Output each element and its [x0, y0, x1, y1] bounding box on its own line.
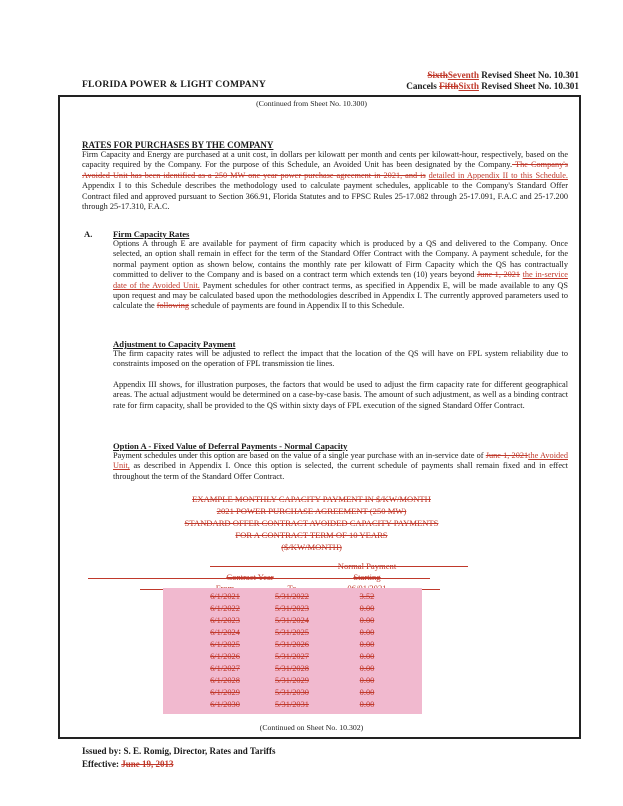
cell-from: 6/1/2028: [210, 676, 240, 685]
deleted-text: The Company's Avoided Unit has been identified as a 250 MW one year power purchase agreement in 2021, and is: [82, 160, 568, 180]
text-run: Appendix I to this Schedule describes the methodology used to calculate payment schedules, applicable to the Company's Standard Offer Contract filed and approved pursuant to Section 366.91, Florida Statutes and to FPSC Rules 25-17.082 through 25-17.091, F.A.C and 25-17.200 through 25-17.310, F.A.C.: [82, 181, 568, 212]
cell-from: 6/1/2027: [210, 664, 240, 673]
deleted-text: June 1, 2021: [476, 270, 521, 280]
deleted-text: June 19, 2013: [121, 759, 174, 769]
example-title-line: FOR A CONTRACT TERM OF 10 YEARS: [235, 530, 388, 540]
cell-to: 5/31/2023: [275, 604, 309, 613]
continued-from-note: (Continued from Sheet No. 10.300): [256, 99, 367, 108]
option-a-paragraph: [113, 451, 568, 482]
intro-paragraph: [82, 150, 568, 212]
col-starting: Starting: [353, 572, 381, 582]
cell-payment: 0.00: [359, 688, 375, 697]
cell-from: 6/1/2021: [210, 592, 240, 601]
cell-payment: 0.00: [359, 700, 375, 709]
example-title-line: 2021 POWER PURCHASE AGREEMENT (250 MW): [216, 506, 407, 516]
inserted-text: Sixth: [458, 81, 479, 91]
cell-from: 6/1/2022: [210, 604, 240, 613]
cell-to: 5/31/2022: [275, 592, 309, 601]
inserted-text: detailed in Appendix II to this Schedule.: [428, 170, 568, 180]
text-run: schedule of payments are found in Appendix II to this Schedule.: [189, 301, 405, 311]
cell-payment: 0.00: [359, 652, 375, 661]
subsection-title: Adjustment to Capacity Payment: [113, 339, 236, 349]
section-title: Firm Capacity Rates: [113, 229, 190, 239]
cell-to: 5/31/2030: [275, 688, 309, 697]
cell-from: 6/1/2025: [210, 640, 240, 649]
cell-to: 5/31/2029: [275, 676, 309, 685]
cell-payment: 0.00: [359, 616, 375, 625]
cell-to: 5/31/2027: [275, 652, 309, 661]
example-title-line: ($/KW/MONTH): [281, 542, 342, 552]
cell-from: 6/1/2026: [210, 652, 240, 661]
text-run: Payment schedules under this option are based on the value of a single year purchase with an in-service date of: [113, 451, 486, 460]
inserted-text: the in-service date of the Avoided Unit.: [113, 270, 568, 290]
deleted-text: June 1, 2021: [485, 451, 529, 460]
inserted-text: the Avoided Unit,: [113, 451, 568, 471]
inserted-text: Seventh: [447, 70, 479, 80]
company-name: FLORIDA POWER & LIGHT COMPANY: [82, 79, 267, 90]
cancels-sheet-number: [406, 81, 579, 91]
deleted-text: Sixth: [427, 70, 448, 80]
cell-payment: 3.52: [359, 592, 375, 601]
cell-from: 6/1/2030: [210, 700, 240, 709]
cell-payment: 0.00: [359, 664, 375, 673]
cell-from: 6/1/2023: [210, 616, 240, 625]
cancels-sheet-rest: Revised Sheet No. 10.301: [478, 81, 579, 91]
continued-on-note: (Continued on Sheet No. 10.302): [259, 723, 364, 732]
cell-to: 5/31/2026: [275, 640, 309, 649]
effective-label: Effective:: [82, 759, 122, 769]
issued-by: Issued by: S. E. Romig, Director, Rates and Tariffs: [82, 746, 276, 756]
cell-payment: 0.00: [359, 676, 375, 685]
revised-sheet-rest: Revised Sheet No. 10.301: [478, 70, 579, 80]
text-run: as described in Appendix I. Once this option is selected, the current schedule of payments shall remain fixed and in effect throughout the term of the Standard Offer Contract.: [113, 461, 568, 481]
text-run: Payment schedules for other contract terms, as specified in Appendix E, will be made available to any QS upon request and may be calculated based upon the methodologies described in Appendix I. The currently approved parameters used to calculate the: [113, 280, 568, 311]
cell-payment: 0.00: [359, 640, 375, 649]
cell-from: 6/1/2024: [210, 628, 240, 637]
example-title-line: STANDARD OFFER CONTRACT AVOIDED CAPACITY PAYMENTS: [184, 518, 439, 528]
cell-to: 5/31/2025: [275, 628, 309, 637]
revised-sheet-number: [427, 70, 579, 80]
text-run: Options A through E are available for payment of firm capacity which is produced by a QS and delivered to the Company. Once selected, an option shall remain in effect for the term of the Standard Offer Contract with the Company. A payment schedule, for the normal payment option as shown below, contains the monthly rate per kilowatt of Firm Capacity which the QS has contractually committed to deliver to the Company and is based on a contract term which extends ten (10) years beyond: [113, 239, 568, 280]
text-run: Firm Capacity and Energy are purchased at a unit cost, in dollars per kilowatt per month and cents per kilowatt-hour, respectively, based on the capacity required by the Company. For the purpose of this Schedule, an Avoided Unit has been designated by the Company.: [82, 150, 568, 170]
col-normal-payment: Normal Payment: [337, 561, 397, 571]
section-number: A.: [84, 229, 93, 239]
cell-to: 5/31/2024: [275, 616, 309, 625]
example-title-line: EXAMPLE MONTHLY CAPACITY PAYMENT IN $/KW/MONTH: [192, 494, 431, 504]
cell-to: 5/31/2031: [275, 700, 309, 709]
cell-from: 6/1/2029: [210, 688, 240, 697]
subsection-title: Option A - Fixed Value of Deferral Payments - Normal Capacity: [113, 441, 348, 451]
firm-capacity-paragraph: [113, 239, 568, 312]
section-heading: RATES FOR PURCHASES BY THE COMPANY: [82, 140, 274, 150]
deleted-text: following: [156, 301, 190, 311]
col-contract-year: Contract Year: [226, 572, 274, 582]
cell-payment: 0.00: [359, 604, 375, 613]
deleted-text: Fifth: [439, 81, 459, 91]
cell-to: 5/31/2028: [275, 664, 309, 673]
appendix-paragraph: Appendix III shows, for illustration purposes, the factors that would be used to adjust the firm capacity rate for different geographical areas. The actual adjustment would be determined on a case-by-case basis. The amount of such adjustment, as well as a binding contract rate for firm capacity, shall be provided to the QS within sixty days of FPL execution of the signed Standard Offer Contract.: [113, 380, 568, 410]
cancels-prefix: Cancels: [406, 81, 440, 91]
adjustment-paragraph: The firm capacity rates will be adjusted to reflect the impact that the location of the QS will have on FPL system reliability due to constraints imposed on the operation of FPL transmission tie lines.: [113, 349, 568, 369]
effective-date: [82, 759, 174, 769]
cell-payment: 0.00: [359, 628, 375, 637]
